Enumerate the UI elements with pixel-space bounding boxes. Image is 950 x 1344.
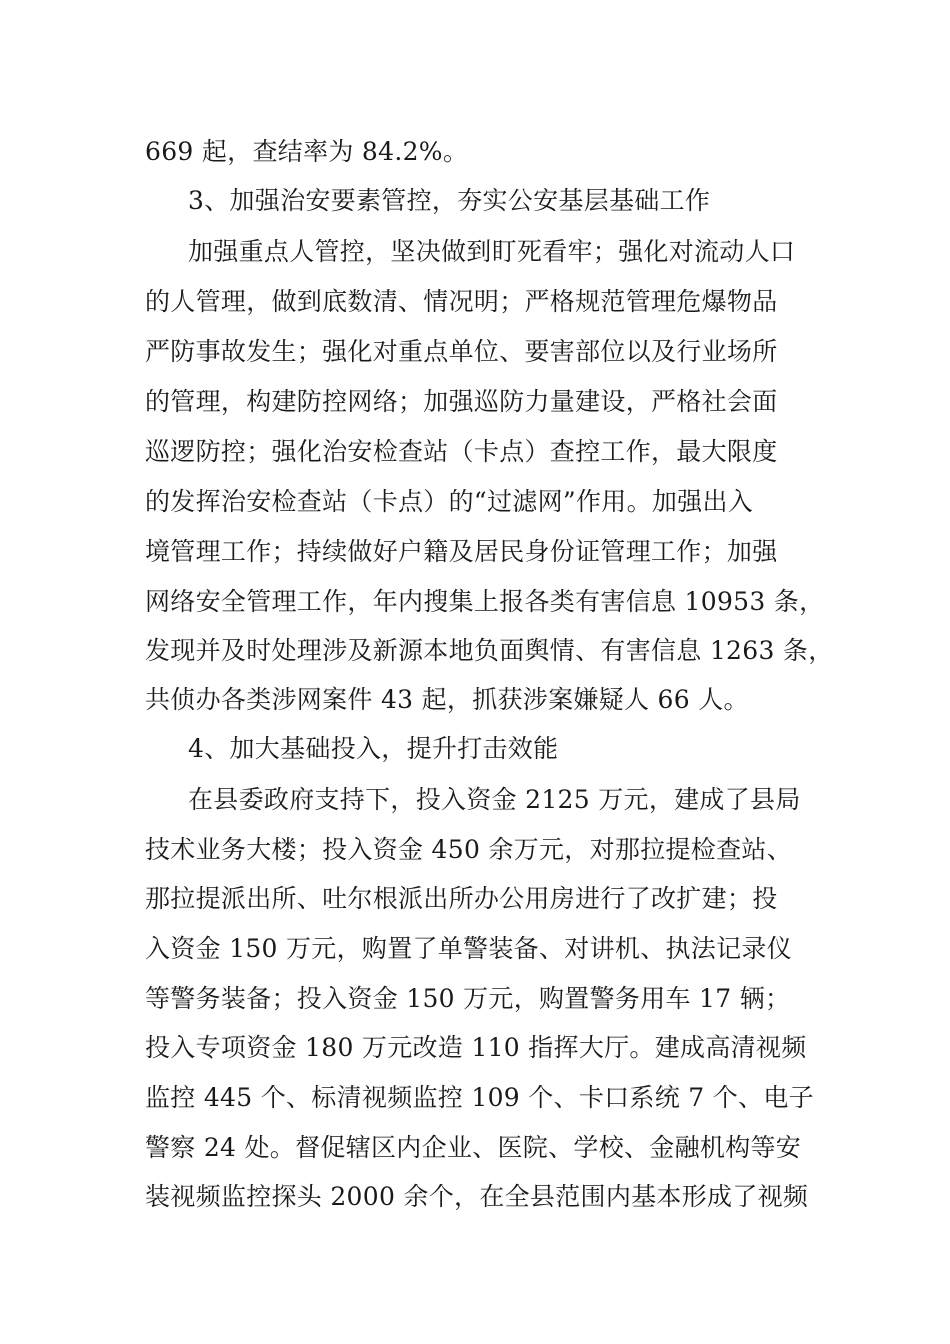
text-line: 技术业务大楼；投入资金 450 余万元，对那拉提检查站、 [145, 835, 793, 864]
text-line: 网络安全管理工作，年内搜集上报各类有害信息 10953 条， [145, 587, 825, 616]
text-line: 加强重点人管控，坚决做到盯死看牢；强化对流动人口 [188, 237, 796, 266]
text-line: 共侦办各类涉网案件 43 起，抓获涉案嫌疑人 66 人。 [145, 685, 749, 714]
text-line: 等警务装备；投入资金 150 万元，购置警务用车 17 辆； [145, 984, 791, 1013]
text-line: 装视频监控探头 2000 余个，在全县范围内基本形成了视频 [145, 1182, 809, 1211]
text-line: 警察 24 处。督促辖区内企业、医院、学校、金融机构等安 [145, 1133, 802, 1162]
section-heading: 3、加强治安要素管控，夯实公安基层基础工作 [188, 186, 711, 215]
text-line: 的人管理，做到底数清、情况明；严格规范管理危爆物品 [145, 287, 778, 316]
text-line: 入资金 150 万元，购置了单警装备、对讲机、执法记录仪 [145, 934, 793, 963]
text-line: 境管理工作；持续做好户籍及居民身份证管理工作；加强 [145, 537, 778, 566]
text-line: 那拉提派出所、吐尔根派出所办公用房进行了改扩建；投 [145, 884, 778, 913]
text-line: 669 起，查结率为 84.2%。 [145, 137, 469, 166]
text-line: 监控 445 个、标清视频监控 109 个、卡口系统 7 个、电子 [145, 1083, 814, 1112]
text-line: 的发挥治安检查站（卡点）的“过滤网”作用。加强出入 [145, 487, 754, 516]
text-line: 发现并及时处理涉及新源本地负面舆情、有害信息 1263 条， [145, 636, 834, 665]
text-line: 的管理，构建防控网络；加强巡防力量建设，严格社会面 [145, 387, 778, 416]
text-line: 在县委政府支持下，投入资金 2125 万元，建成了县局 [188, 785, 801, 814]
text-line: 严防事故发生；强化对重点单位、要害部位以及行业场所 [145, 337, 778, 366]
text-line: 投入专项资金 180 万元改造 110 指挥大厅。建成高清视频 [145, 1033, 807, 1062]
section-heading: 4、加大基础投入，提升打击效能 [188, 734, 559, 763]
text-line: 巡逻防控；强化治安检查站（卡点）查控工作，最大限度 [145, 437, 778, 466]
